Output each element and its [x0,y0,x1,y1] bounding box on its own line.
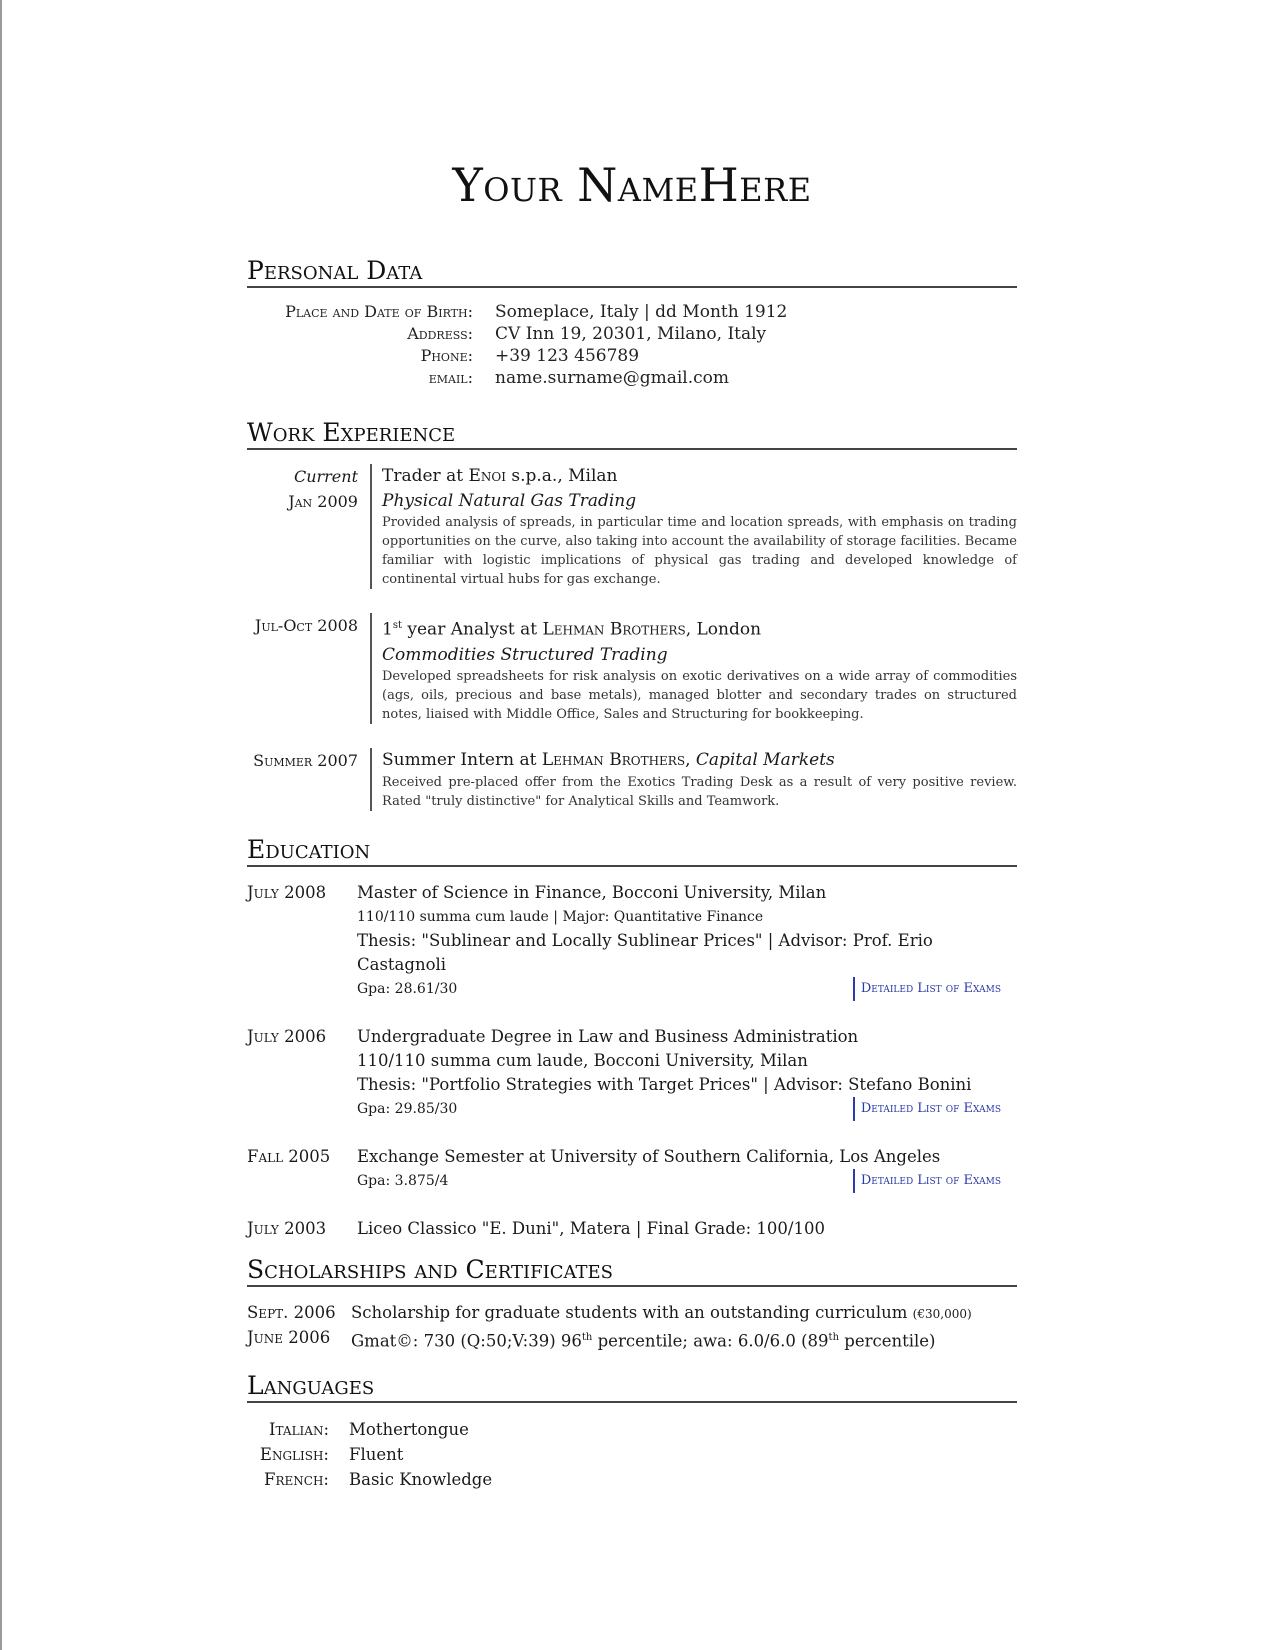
education-grade: 110/110 summa cum laude, Bocconi University, Milan [357,1050,808,1070]
phone-value: +39 123 456789 [495,346,640,366]
role-text: Trader at [382,466,464,486]
education-date: July 2003 [247,1218,327,1238]
scholarship-text [351,1301,1017,1326]
email-link[interactable]: name.surname@gmail.com [495,368,730,388]
education-details [357,881,1017,1001]
resume-name: Your NameHere [452,158,812,212]
role-italic: Capital Markets [695,749,835,770]
education-degree: Master of Science in Finance, Bocconi University, Milan [357,882,827,902]
exams-link[interactable]: Detailed List of Exams [853,1097,1001,1121]
role-text: year Analyst at [407,619,538,640]
education-details [357,1217,1017,1241]
education-date: July 2008 [247,882,327,902]
work-department: Commodities Structured Trading [382,644,668,665]
company-name: Lehman Brothers [541,749,686,770]
education-gpa-row [357,1169,1017,1193]
education-date: Fall 2005 [247,1146,331,1166]
education-section [247,835,1017,1241]
education-entry [247,1145,1017,1193]
language-label: English: [259,1445,329,1465]
work-entry [247,613,1017,724]
education-degree: Exchange Semester at University of Southern California, Los Angeles [357,1146,941,1166]
role-text: Summer Intern at [382,749,537,770]
company-name: Lehman Brothers [542,619,686,640]
work-details [370,613,1017,724]
education-grade: 110/110 summa cum laude | Major: Quantitative Finance [357,908,764,925]
personal-data-table [247,302,1017,388]
page-edge [0,0,2,1650]
birth-label: Place and Date of Birth: [285,302,473,321]
scholarship-desc: Scholarship for graduate students with an outstanding curriculum [351,1302,908,1322]
education-entry [247,1025,1017,1121]
languages-table [247,1417,1017,1492]
work-role [382,748,1017,773]
resume-page [247,150,1017,1502]
address-value: CV Inn 19, 20301, Milano, Italy [495,324,767,344]
role-tail: , London [685,619,762,640]
work-description: Provided analysis of spreads, in particular time and location spreads, with emphasis on trading opportunities on the curve, also taking into account the availability of storage facilities. Became familiar with logistic implications of physical gas trading and developed knowledge of continental virtual hubs for gas exchange. [382,515,1017,587]
company-name: Enoi [468,466,506,486]
role-tail: , [685,749,691,770]
education-gpa-row [357,977,1017,1001]
languages-section [247,1371,1017,1492]
scholarships-section [247,1255,1017,1354]
work-description: Received pre-placed offer from the Exotics Trading Desk as a result of very positive review. Rated "truly distinctive" for Analytical Skills and Teamwork. [382,774,1017,809]
education-degree: Liceo Classico "E. Duni", Matera | Final Grade: 100/100 [357,1218,825,1238]
education-degree: Undergraduate Degree in Law and Business Administration [357,1026,859,1046]
address-label: Address: [407,324,473,343]
work-entry [247,748,1017,811]
education-thesis: Thesis: "Sublinear and Locally Sublinear Prices" | Advisor: Prof. Erio Castagnoli [357,930,933,974]
gmat-sup: th [581,1331,593,1343]
education-details [357,1145,1017,1193]
work-entry [247,464,1017,589]
education-gpa: Gpa: 3.875/4 [357,1172,449,1189]
work-description: Developed spreadsheets for risk analysis on exotic derivatives on a wide array of commodities (ags, oils, precious and base metals), managed blotter and secondary trades on structured notes, liaised with Middle Office, Sales and Structuring for bookkeeping. [382,668,1017,722]
education-gpa-row [357,1097,1017,1121]
work-details [370,748,1017,811]
role-sup: st [392,620,402,631]
work-department: Physical Natural Gas Trading [382,491,637,511]
language-level: Fluent [349,1445,404,1465]
work-role [382,613,1017,643]
section-title: Personal Data [247,256,1017,288]
education-thesis: Thesis: "Portfolio Strategies with Target Prices" | Advisor: Stefano Bonini [357,1074,972,1094]
language-label: French: [264,1470,329,1490]
work-date-line: Summer 2007 [253,750,358,770]
work-details [370,464,1017,589]
education-gpa: Gpa: 28.61/30 [357,980,458,997]
work-experience-section [247,418,1017,811]
role-prefix: 1 [382,619,393,640]
work-date-line: Jul-Oct 2008 [254,616,358,635]
role-tail: s.p.a., Milan [511,466,618,486]
scholarships-table [247,1301,1017,1354]
scholarship-text [351,1326,1017,1354]
education-date: July 2006 [247,1026,327,1046]
scholarship-date: June 2006 [247,1327,331,1347]
work-role [382,464,1017,489]
work-date [247,613,370,724]
work-date [247,464,370,589]
education-gpa: Gpa: 29.85/30 [357,1100,458,1117]
gmat-text-3: percentile) [839,1331,936,1351]
gmat-sup-2: th [828,1331,840,1343]
education-entry [247,1217,1017,1241]
education-entry [247,881,1017,1001]
section-title: Languages [247,1371,1017,1403]
phone-label: Phone: [420,346,473,365]
language-level: Mothertongue [349,1420,469,1440]
section-title: Education [247,835,1017,867]
education-details [357,1025,1017,1121]
work-date-line: Jan 2009 [288,492,358,511]
section-title: Scholarships and Certificates [247,1255,1017,1287]
birth-value: Someplace, Italy | dd Month 1912 [495,302,788,322]
work-date-line: Current [293,467,358,486]
scholarship-amount: (€30,000) [912,1306,972,1321]
email-label: email: [428,368,473,387]
work-date [247,748,370,811]
exams-link[interactable]: Detailed List of Exams [853,1169,1001,1193]
scholarship-date: Sept. 2006 [247,1302,336,1322]
personal-data-section [247,256,1017,388]
gmat-text-2: percentile; awa: 6.0/6.0 (89 [592,1331,829,1351]
section-title: Work Experience [247,418,1017,450]
exams-link[interactable]: Detailed List of Exams [853,977,1001,1001]
language-label: Italian: [269,1420,329,1440]
language-level: Basic Knowledge [349,1470,493,1490]
gmat-text: Gmat©: 730 (Q:50;V:39) 96 [351,1331,582,1351]
